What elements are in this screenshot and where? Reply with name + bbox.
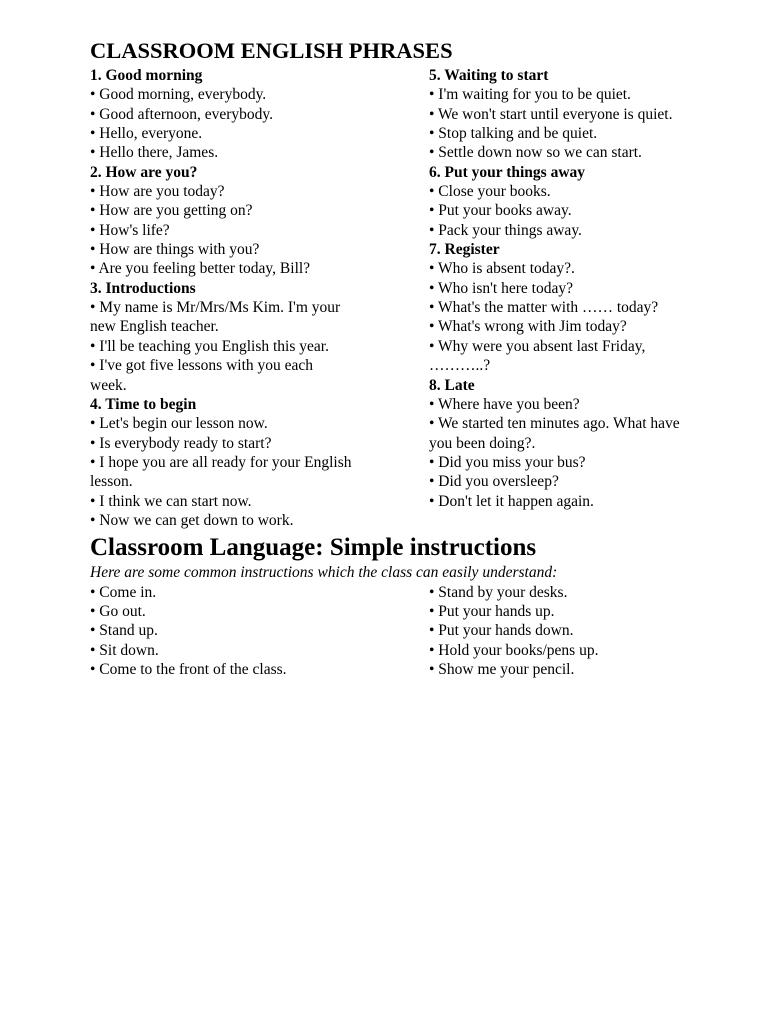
phrase-line: • Is everybody ready to start? <box>90 434 272 452</box>
phrase-line: • Put your books away. <box>429 202 572 220</box>
phrase-line: • Hello, everyone. <box>90 125 203 143</box>
right-column <box>429 66 710 530</box>
phrase-line: • Why were you absent last Friday, <box>429 337 646 355</box>
phrase-line: • Close your books. <box>429 183 551 201</box>
phrase-line: • How are you today? <box>90 183 225 201</box>
phrase-line: • What's the matter with …… today? <box>429 299 659 317</box>
phrase-line: • We started ten minutes ago. What have <box>429 415 680 433</box>
phrase-line: week. <box>90 376 127 394</box>
phrase-line: • Did you miss your bus? <box>429 453 586 471</box>
section-heading: 3. Introductions <box>90 279 196 297</box>
instruction-line: • Put your hands up. <box>429 602 555 620</box>
phrase-line: • Who is absent today?. <box>429 260 575 278</box>
phrase-line: • I hope you are all ready for your English <box>90 453 352 471</box>
phrase-line: • What's wrong with Jim today? <box>429 318 627 336</box>
section-heading: 8. Late <box>429 376 475 394</box>
phrase-line: • I'll be teaching you English this year. <box>90 337 329 355</box>
section-heading: 1. Good morning <box>90 67 203 84</box>
phrase-line: • I'm waiting for you to be quiet. <box>429 86 631 104</box>
page-title: CLASSROOM ENGLISH PHRASES <box>90 38 453 63</box>
section-intro: Here are some common instructions which the class can easily understand: <box>90 564 558 582</box>
phrase-line: lesson. <box>90 473 133 491</box>
instruction-line: • Show me your pencil. <box>429 660 575 678</box>
phrase-line: ………..? <box>429 357 491 375</box>
phrase-line: • Settle down now so we can start. <box>429 144 642 162</box>
section-heading: 2. How are you? <box>90 163 198 181</box>
phrase-line: • Are you feeling better today, Bill? <box>90 260 311 278</box>
section-title: Classroom Language: Simple instructions <box>90 534 537 562</box>
instruction-line: • Put your hands down. <box>429 622 574 640</box>
phrase-line: • How's life? <box>90 221 170 239</box>
instruction-line: • Sit down. <box>90 641 159 659</box>
phrase-line: • Let's begin our lesson now. <box>90 415 268 433</box>
phrase-line: • Where have you been? <box>429 395 580 413</box>
document-page <box>90 36 710 679</box>
phrase-line: • I think we can start now. <box>90 492 252 510</box>
section-heading: 5. Waiting to start <box>429 67 549 84</box>
phrase-line: • We won't start until everyone is quiet. <box>429 105 673 123</box>
phrase-line: • Good morning, everybody. <box>90 86 267 104</box>
phrase-line: • Did you oversleep? <box>429 473 559 491</box>
phrase-line: • Hello there, James. <box>90 144 219 162</box>
section-heading: 7. Register <box>429 241 500 259</box>
phrase-line: • How are you getting on? <box>90 202 253 220</box>
phrase-line: • Now we can get down to work. <box>90 511 294 529</box>
phrase-line: • Who isn't here today? <box>429 279 573 297</box>
section-heading: 6. Put your things away <box>429 163 586 181</box>
phrase-line: • Pack your things away. <box>429 221 582 239</box>
left-column <box>90 66 429 530</box>
phrase-line: new English teacher. <box>90 318 219 336</box>
phrase-line: • Good afternoon, everybody. <box>90 105 274 123</box>
instruction-line: • Stand up. <box>90 622 158 640</box>
section-heading: 4. Time to begin <box>90 395 197 413</box>
instructions-left-column <box>90 583 429 680</box>
instruction-line: • Go out. <box>90 602 146 620</box>
phrase-line: you been doing?. <box>429 434 536 452</box>
instructions-right-column <box>429 583 710 680</box>
phrase-line: • I've got five lessons with you each <box>90 357 314 375</box>
instruction-line: • Come to the front of the class. <box>90 660 287 678</box>
phrase-line: • My name is Mr/Mrs/Ms Kim. I'm your <box>90 299 341 317</box>
instruction-line: • Hold your books/pens up. <box>429 641 599 659</box>
instructions-columns <box>90 583 710 680</box>
phrase-line: • Stop talking and be quiet. <box>429 125 598 143</box>
instruction-line: • Come in. <box>90 583 157 601</box>
phrase-line: • How are things with you? <box>90 241 260 259</box>
instruction-line: • Stand by your desks. <box>429 583 568 601</box>
phrases-columns <box>90 66 710 530</box>
phrase-line: • Don't let it happen again. <box>429 492 594 510</box>
